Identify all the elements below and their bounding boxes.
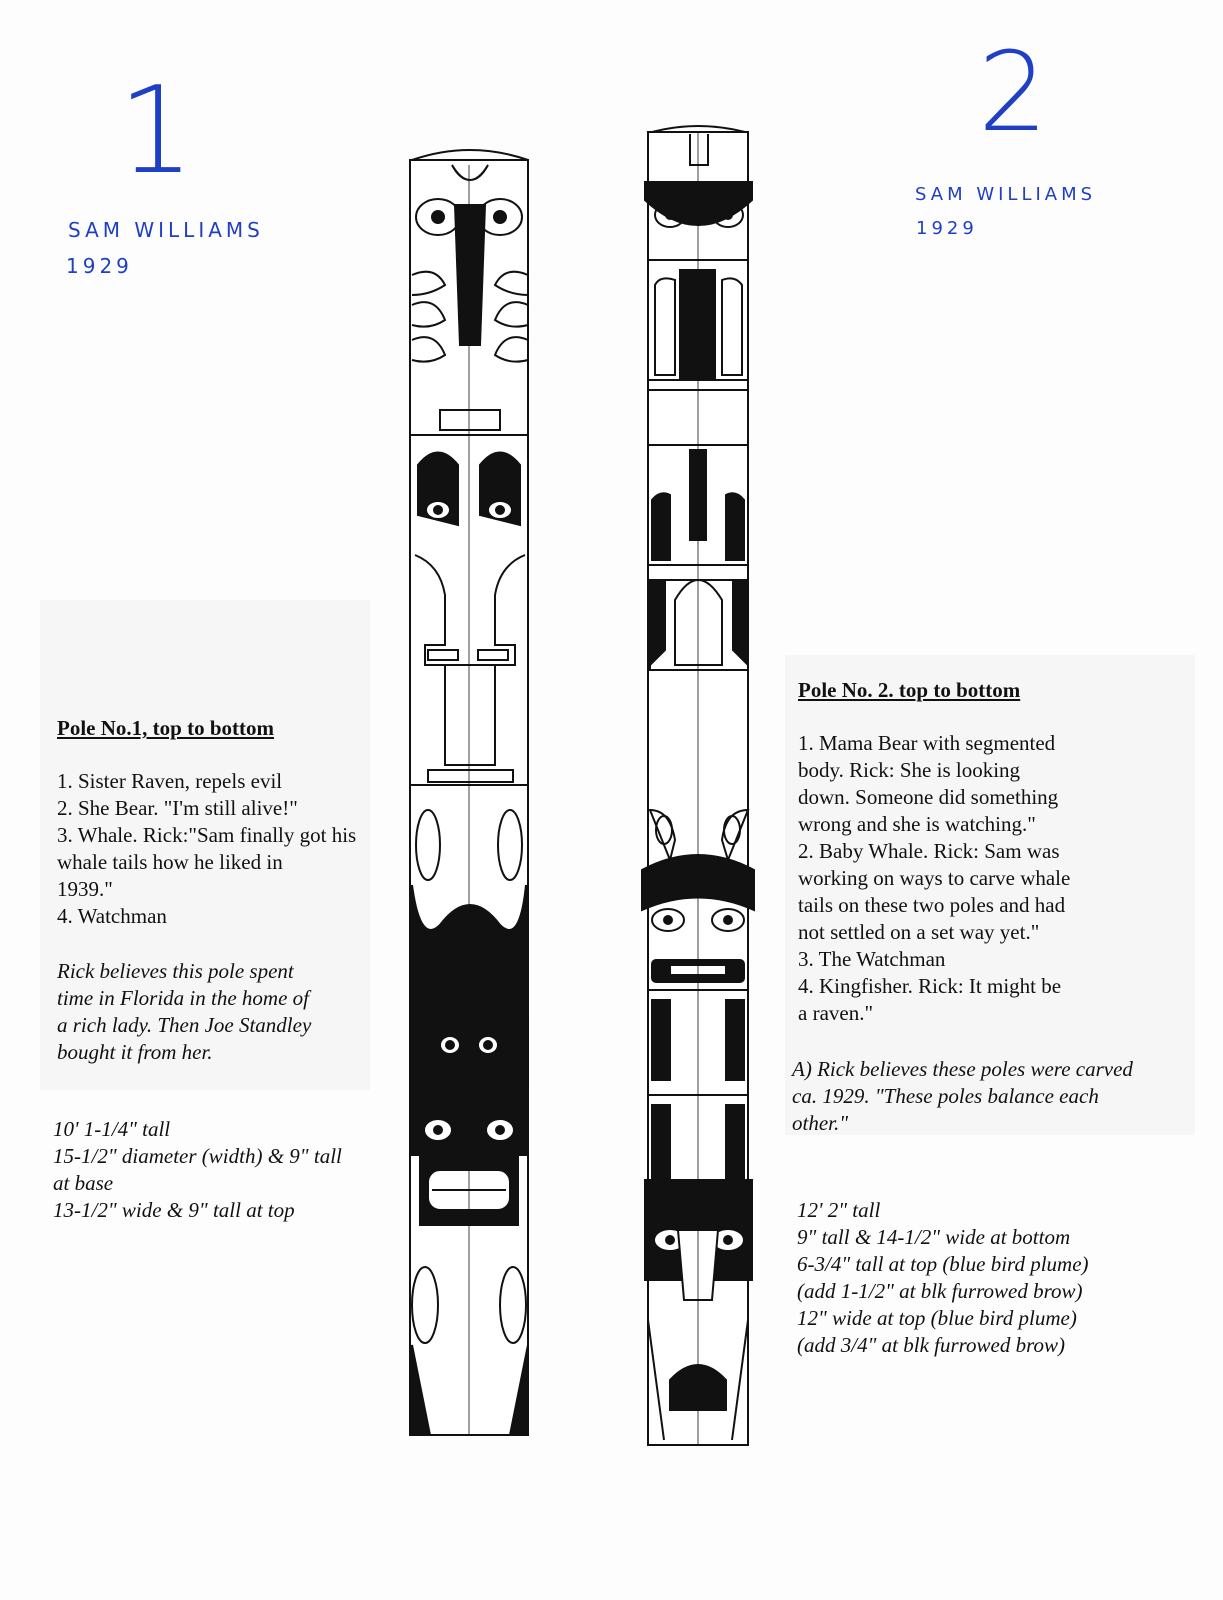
pole2-note — [792, 1056, 1133, 1137]
pole2-figure-list — [798, 730, 1070, 1027]
list-item: 4. Watchman — [57, 904, 167, 928]
list-item: 2. Baby Whale. Rick: Sam was — [798, 839, 1060, 863]
pole2-artist: SAM WILLIAMS — [915, 184, 1097, 205]
pole1-heading: Pole No.1, top to bottom — [57, 716, 274, 740]
pole1-number: 1 — [118, 62, 195, 201]
dimension-line: at base — [53, 1171, 114, 1195]
pole1-year: 1929 — [66, 254, 133, 278]
pole1-figure-list — [57, 768, 356, 930]
pole2-dimensions — [797, 1197, 1089, 1359]
pole1-artist: SAM WILLIAMS — [68, 218, 264, 242]
list-item: 2. She Bear. "I'm still alive!" — [57, 796, 298, 820]
list-item: tails on these two poles and had — [798, 893, 1066, 917]
note-line: a rich lady. Then Joe Standley — [57, 1013, 312, 1037]
list-item: wrong and she is watching." — [798, 812, 1036, 836]
list-item: 3. Whale. Rick:"Sam finally got his — [57, 823, 357, 847]
list-item: 4. Kingfisher. Rick: It might be — [798, 974, 1062, 998]
note-line: time in Florida in the home of — [57, 986, 309, 1010]
totem-pole-2-drawing — [630, 120, 765, 1465]
dimension-line: 9" tall & 14-1/2" wide at bottom — [797, 1225, 1071, 1249]
dimension-line: (add 3/4" at blk furrowed brow) — [797, 1333, 1066, 1357]
pole1-dimensions — [53, 1116, 342, 1224]
list-item: not settled on a set way yet." — [798, 920, 1040, 944]
note-line: A) Rick believes these poles were carved — [792, 1057, 1133, 1081]
list-item: 1939." — [57, 877, 113, 901]
list-item: body. Rick: She is looking — [798, 758, 1021, 782]
dimension-line: 6-3/4" tall at top (blue bird plume) — [797, 1252, 1089, 1276]
note-line: ca. 1929. "These poles balance each — [792, 1084, 1099, 1108]
dimension-line: 10' 1-1/4" tall — [53, 1117, 171, 1141]
dimension-line: 13-1/2" wide & 9" tall at top — [53, 1198, 295, 1222]
list-item: 3. The Watchman — [798, 947, 946, 971]
pole1-provenance-note — [57, 958, 311, 1066]
note-line: other." — [792, 1111, 849, 1135]
dimension-line: 12" wide at top (blue bird plume) — [797, 1306, 1077, 1330]
totem-pole-1-drawing — [400, 145, 540, 1465]
pole2-heading: Pole No. 2. top to bottom — [798, 678, 1021, 702]
list-item: down. Someone did something — [798, 785, 1059, 809]
list-item: 1. Sister Raven, repels evil — [57, 769, 283, 793]
list-item: working on ways to carve whale — [798, 866, 1071, 890]
pole2-number: 2 — [978, 28, 1048, 156]
list-item: a raven." — [798, 1001, 874, 1025]
dimension-line: (add 1-1/2" at blk furrowed brow) — [797, 1279, 1083, 1303]
dimension-line: 15-1/2" diameter (width) & 9" tall — [53, 1144, 342, 1168]
note-line: bought it from her. — [57, 1040, 213, 1064]
dimension-line: 12' 2" tall — [797, 1198, 881, 1222]
list-item: whale tails how he liked in — [57, 850, 283, 874]
list-item: 1. Mama Bear with segmented — [798, 731, 1056, 755]
pole2-year: 1929 — [916, 218, 978, 239]
note-line: Rick believes this pole spent — [57, 959, 294, 983]
